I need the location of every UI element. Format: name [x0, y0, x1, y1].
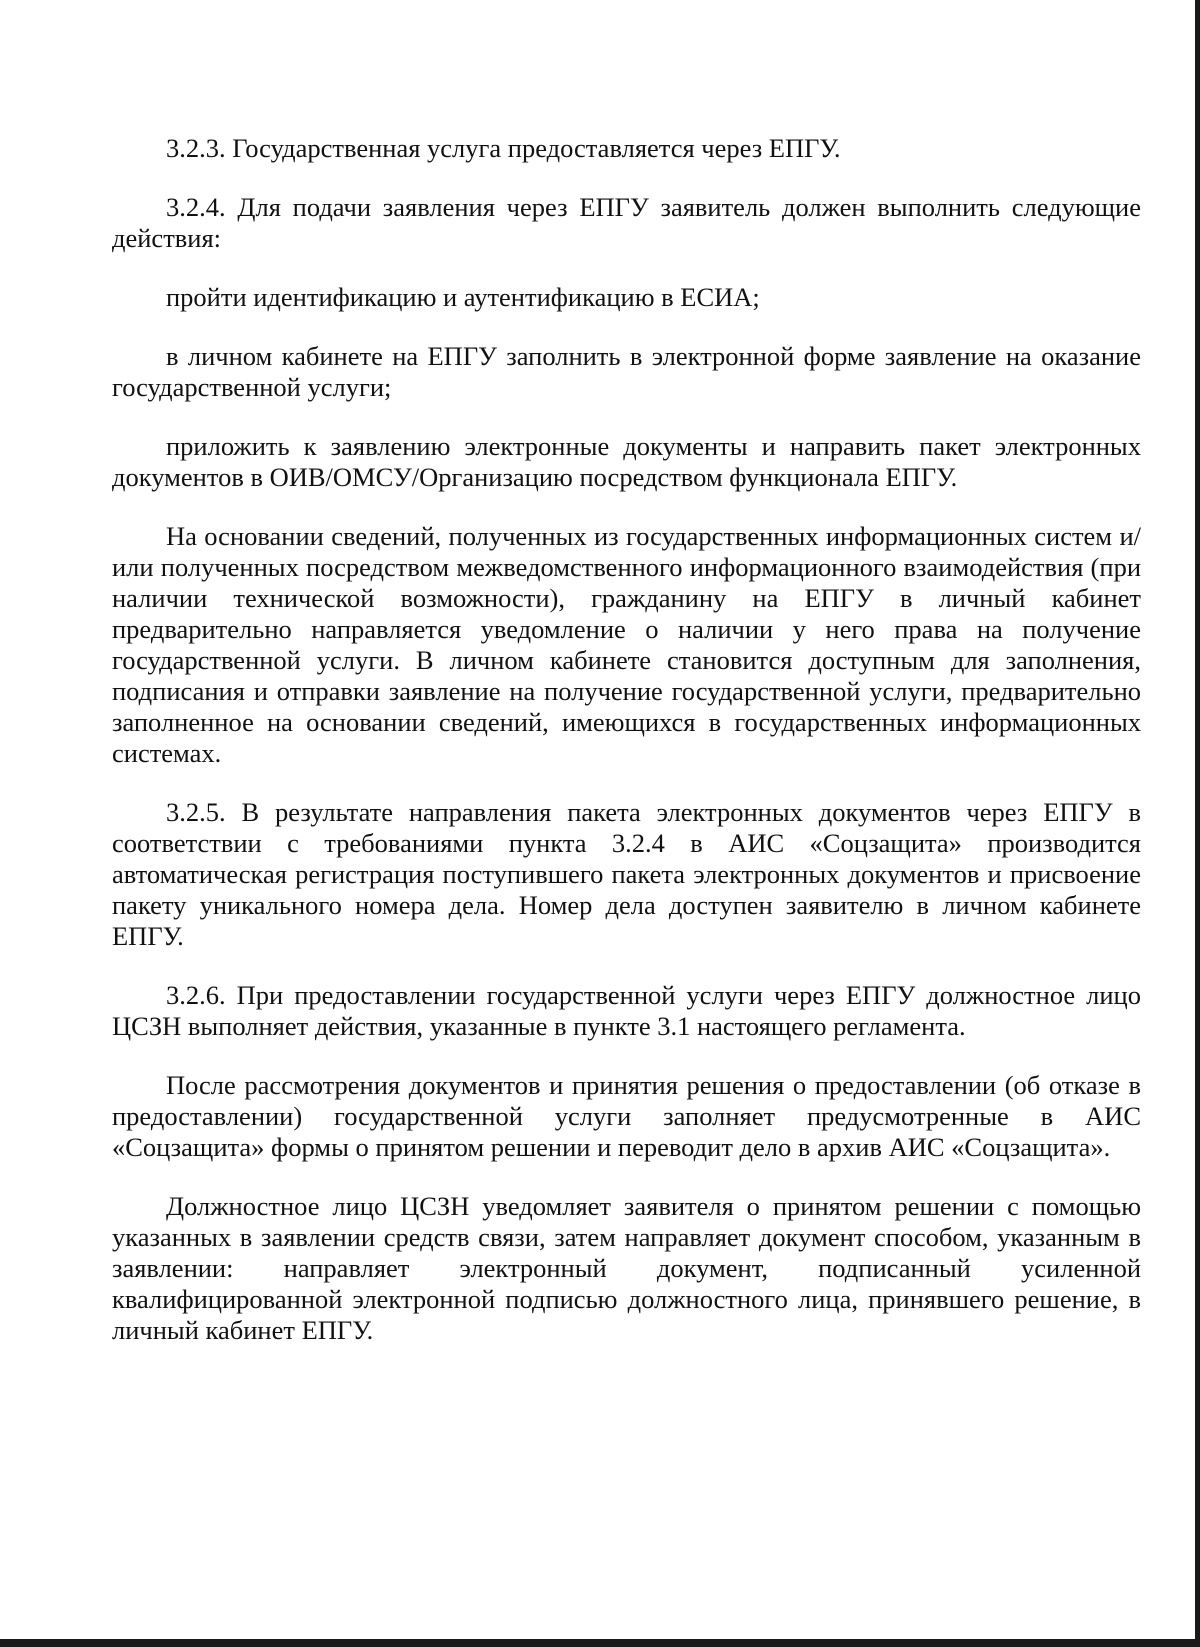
- scan-edge-bottom: [0, 1639, 1200, 1647]
- paragraph-step-identification: пройти идентификацию и аутентификацию в ЕСИА;: [166, 282, 760, 312]
- paragraph-step-fill-form: в личном кабинете на ЕПГУ заполнить в электронной форме заявление на оказание государственной услуги;: [112, 341, 1141, 402]
- paragraph-3-2-6: 3.2.6. При предоставлении государственной услуги через ЕПГУ должностное лицо ЦСЗН выполняет действия, указанные в пункте 3.1 настоящего регламента.: [112, 980, 1141, 1041]
- document-body: [112, 133, 1141, 1374]
- scan-edge-right: [1195, 0, 1200, 1647]
- paragraph-step-attach-documents: приложить к заявлению электронные документы и направить пакет электронных документов в ОИВ/ОМСУ/Организацию посредством функционала ЕПГУ.: [112, 431, 1141, 492]
- paragraph-3-2-5: 3.2.5. В результате направления пакета электронных документов через ЕПГУ в соответствии с требованиями пункта 3.2.4 в АИС «Соцзащита» производится автоматическая регистрация поступившего пакета электронных документов и присвоение пакету уникального номера дела. Номер дела доступен заявителю в личном кабинете ЕПГУ.: [112, 797, 1141, 951]
- paragraph-3-2-3: 3.2.3. Государственная услуга предоставляется через ЕПГУ.: [166, 133, 841, 163]
- paragraph-decision: После рассмотрения документов и принятия решения о предоставлении (об отказе в предоставлении) государственной услуги заполняет предусмотренные в АИС «Соцзащита» формы о принятом решении и переводит дело в архив АИС «Соцзащита».: [112, 1070, 1141, 1162]
- paragraph-3-2-4: 3.2.4. Для подачи заявления через ЕПГУ заявитель должен выполнить следующие действия:: [112, 192, 1141, 253]
- paragraph-notification: На основании сведений, полученных из государственных информационных систем и/или полученных посредством межведомственного информационного взаимодействия (при наличии технической возможности), гражданину на ЕПГУ в личный кабинет предварительно направляется уведомление о наличии у него права на получение государственной услуги. В личном кабинете становится доступным для заполнения, подписания и отправки заявление на получение государственной услуги, предварительно заполненное на основании сведений, имеющихся в государственных информационных системах.: [112, 521, 1141, 768]
- paragraph-notify-applicant: Должностное лицо ЦСЗН уведомляет заявителя о принятом решении с помощью указанных в заявлении средств связи, затем направляет документ способом, указанным в заявлении: направляет электронный документ, подписанный усиленной квалифицированной электронной подписью должностного лица, принявшего решение, в личный кабинет ЕПГУ.: [112, 1191, 1141, 1345]
